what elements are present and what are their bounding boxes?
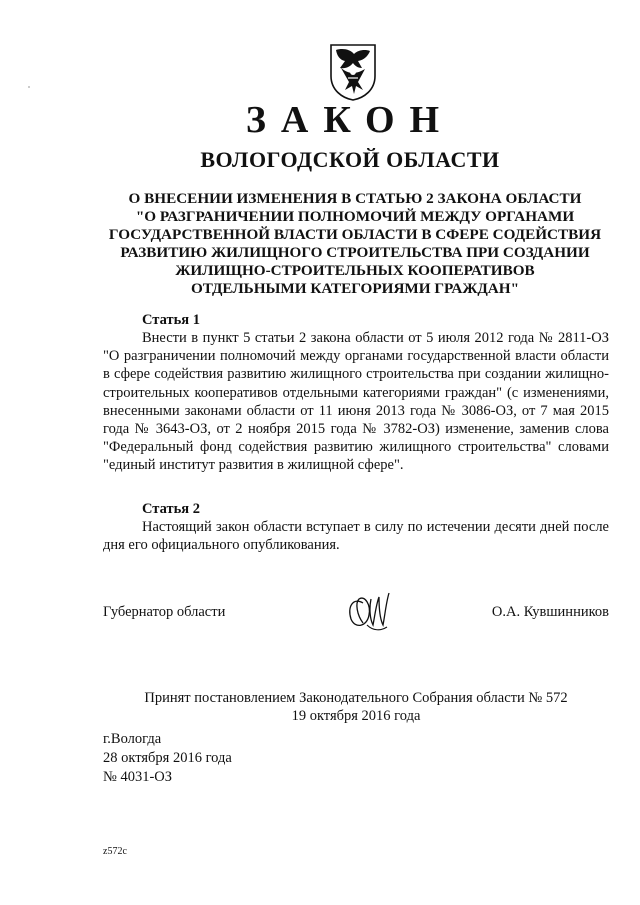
- heading-line: ОТДЕЛЬНЫМИ КАТЕГОРИЯМИ ГРАЖДАН": [190, 280, 520, 297]
- law-title: ЗАКОН: [245, 99, 455, 141]
- coat-of-arms-icon: [328, 42, 378, 102]
- law-number: № 4031-ОЗ: [103, 769, 173, 785]
- handwritten-signature: [343, 585, 393, 637]
- heading-line: "О РАЗГРАНИЧЕНИИ ПОЛНОМОЧИЙ МЕЖДУ ОРГАНАМИ: [135, 208, 575, 225]
- article-2-title: Статья 2: [142, 501, 200, 517]
- footer-code: z572c: [103, 846, 127, 857]
- adoption-note: [103, 689, 609, 725]
- margin-mark: [28, 86, 30, 88]
- article-1-title: Статья 1: [142, 312, 200, 328]
- heading-line: РАЗВИТИЮ ЖИЛИЩНОГО СТРОИТЕЛЬСТВА ПРИ СОЗДАНИИ: [120, 244, 590, 261]
- law-heading: [95, 190, 615, 298]
- article-1-text: Внести в пункт 5 статьи 2 закона области от 5 июля 2012 года № 2811-ОЗ "О разграничении полномочий между органами государственной власти области в сфере содействия развитию жилищного строительства при создании жилищно-строительных кооперативов отдельными категориями граждан" (с изменениями, внесенными законами области от 11 июня 2013 года № 3086-ОЗ, от 7 мая 2015 года № 3643-ОЗ, от 2 ноября 2015 года № 3782-ОЗ) изменение, заменив слова "Федеральный фонд содействия развитию жилищного строительства" словами "единый институт развития в жилищной сфере".: [103, 330, 609, 474]
- region-title: ВОЛОГОДСКОЙ ОБЛАСТИ: [200, 147, 500, 172]
- adoption-line-1: Принят постановлением Законодательного Собрания области № 572: [144, 690, 568, 706]
- adoption-line-2: 19 октября 2016 года: [291, 708, 421, 724]
- heading-line: ЖИЛИЩНО-СТРОИТЕЛЬНЫХ КООПЕРАТИВОВ: [175, 262, 535, 279]
- place-date-block: [103, 730, 232, 787]
- signatory-position: Губернатор области: [103, 604, 226, 620]
- article-2-text: Настоящий закон области вступает в силу по истечении десяти дней после дня его официального опубликования.: [103, 519, 609, 554]
- signing-date: 28 октября 2016 года: [103, 750, 232, 766]
- signatory-name: О.А. Кувшинников: [491, 604, 609, 620]
- heading-line: О ВНЕСЕНИИ ИЗМЕНЕНИЯ В СТАТЬЮ 2 ЗАКОНА ОБЛАСТИ: [128, 190, 582, 207]
- city: г.Вологда: [103, 731, 162, 747]
- heading-line: ГОСУДАРСТВЕННОЙ ВЛАСТИ ОБЛАСТИ В СФЕРЕ СОДЕЙСТВИЯ: [108, 226, 602, 243]
